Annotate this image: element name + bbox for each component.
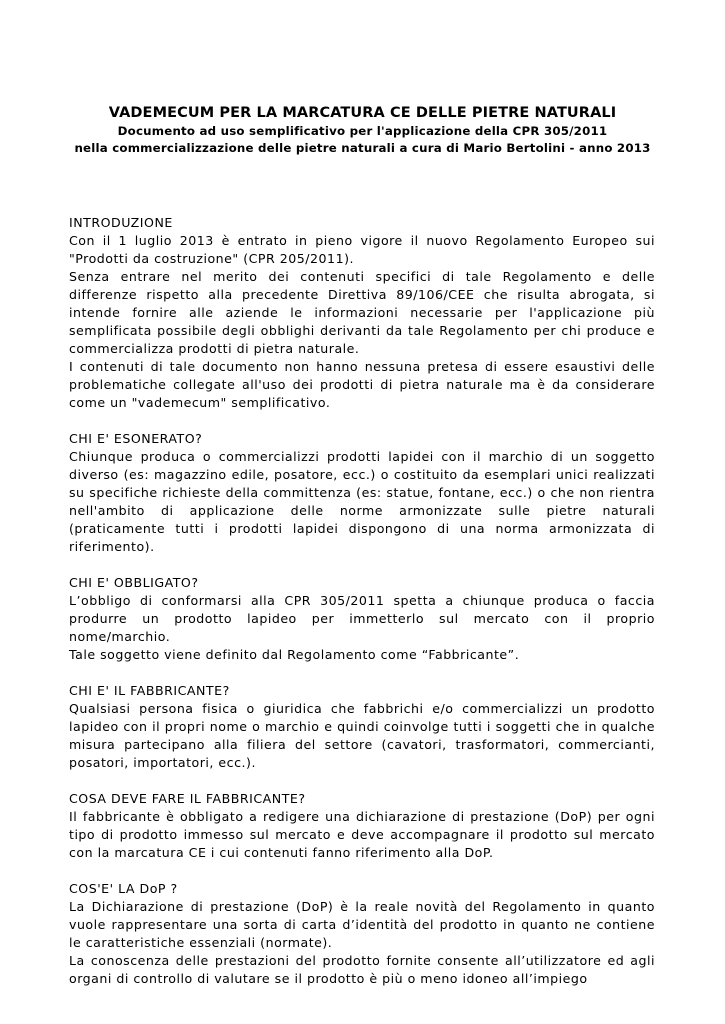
section-paragraph: Chiunque produca o commercializzi prodotti lapidei con il marchio di un soggetto diverso (es: magazzino edile, posatore, ecc.) o costituito da esemplari unici realizzati su specifiche richieste della committenza (es: statue, fontane, ecc.) o che non rientra nell'ambito di applicazione delle norme armonizzate sulle pietre naturali (praticamente tutti i prodotti lapidei dispongono di una norma armonizzata di riferimento). <box>69 449 655 554</box>
document-header <box>30 103 695 157</box>
section-paragraph: Senza entrare nel merito dei contenuti specifici di tale Regolamento e delle differenze rispetto alla precedente Direttiva 89/106/CEE che risulta abrogata, si intende fornire alle aziende le informazioni necessarie per l'applicazione più semplificata possibile degli obblighi derivanti da tale Regolamento per chi produce e commercializza prodotti di pietra naturale. <box>69 269 655 356</box>
section-heading: CHI E' IL FABBRICANTE? <box>69 683 230 698</box>
section-heading: COS'E' LA DoP ? <box>69 881 178 896</box>
section-paragraph: La conoscenza delle prestazioni del prodotto fornite consente all’utilizzatore ed agli organi di controllo di valutare se il prodotto è più o meno idoneo all’impiego <box>69 953 655 986</box>
section-heading: INTRODUZIONE <box>69 215 173 230</box>
section-paragraph: Tale soggetto viene definito dal Regolamento come “Fabbricante”. <box>69 647 520 662</box>
section-paragraph: La Dichiarazione di prestazione (DoP) è la reale novità del Regolamento in quanto vuole rappresentare una sorta di carta d’identità del prodotto in quanto ne contiene le caratteristiche essenziali (normate). <box>69 899 655 950</box>
section-paragraph: Qualsiasi persona fisica o giuridica che fabbrichi e/o commercializzi un prodotto lapideo con il propri nome o marchio e quindi coinvolge tutti i soggetti che in qualche misura partecipano alla filiera del settore (cavatori, trasformatori, commercianti, posatori, importatori, ecc.). <box>69 701 655 770</box>
section-chi-e-il-fabbricante <box>69 682 655 772</box>
section-paragraph: L’obbligo di conformarsi alla CPR 305/2011 spetta a chiunque produca o faccia produrre un prodotto lapideo per immetterlo sul mercato con il proprio nome/marchio. <box>69 593 655 644</box>
section-paragraph: Il fabbricante è obbligato a redigere una dichiarazione di prestazione (DoP) per ogni tipo di prodotto immesso sul mercato e deve accompagnare il prodotto sul mercato con la marcatura CE i cui contenuti fanno riferimento alla DoP. <box>69 809 655 860</box>
section-cosa-deve-fare <box>69 790 655 862</box>
section-introduzione <box>69 214 655 412</box>
section-chi-e-obbligato <box>69 574 655 664</box>
document-subtitle-line-1: Documento ad uso semplificativo per l'applicazione della CPR 305/2011 <box>117 124 608 138</box>
section-heading: COSA DEVE FARE IL FABBRICANTE? <box>69 791 306 806</box>
document-body <box>69 214 655 1006</box>
section-paragraph: I contenuti di tale documento non hanno nessuna pretesa di essere esaustivi delle problematiche collegate all'uso dei prodotti di pietra naturale ma è da considerare come un "vademecum" semplificativo. <box>69 359 655 410</box>
section-chi-e-esonerato <box>69 430 655 556</box>
document-title: VADEMECUM PER LA MARCATURA CE DELLE PIETRE NATURALI <box>108 105 617 121</box>
section-heading: CHI E' OBBLIGATO? <box>69 575 199 590</box>
document-subtitle-line-2: nella commercializzazione delle pietre naturali a cura di Mario Bertolini - anno 2013 <box>74 141 651 155</box>
section-cos-e-la-dop <box>69 880 655 988</box>
section-heading: CHI E' ESONERATO? <box>69 431 203 446</box>
section-paragraph: Con il 1 luglio 2013 è entrato in pieno vigore il nuovo Regolamento Europeo sui "Prodotti da costruzione" (CPR 205/2011). <box>69 233 655 266</box>
